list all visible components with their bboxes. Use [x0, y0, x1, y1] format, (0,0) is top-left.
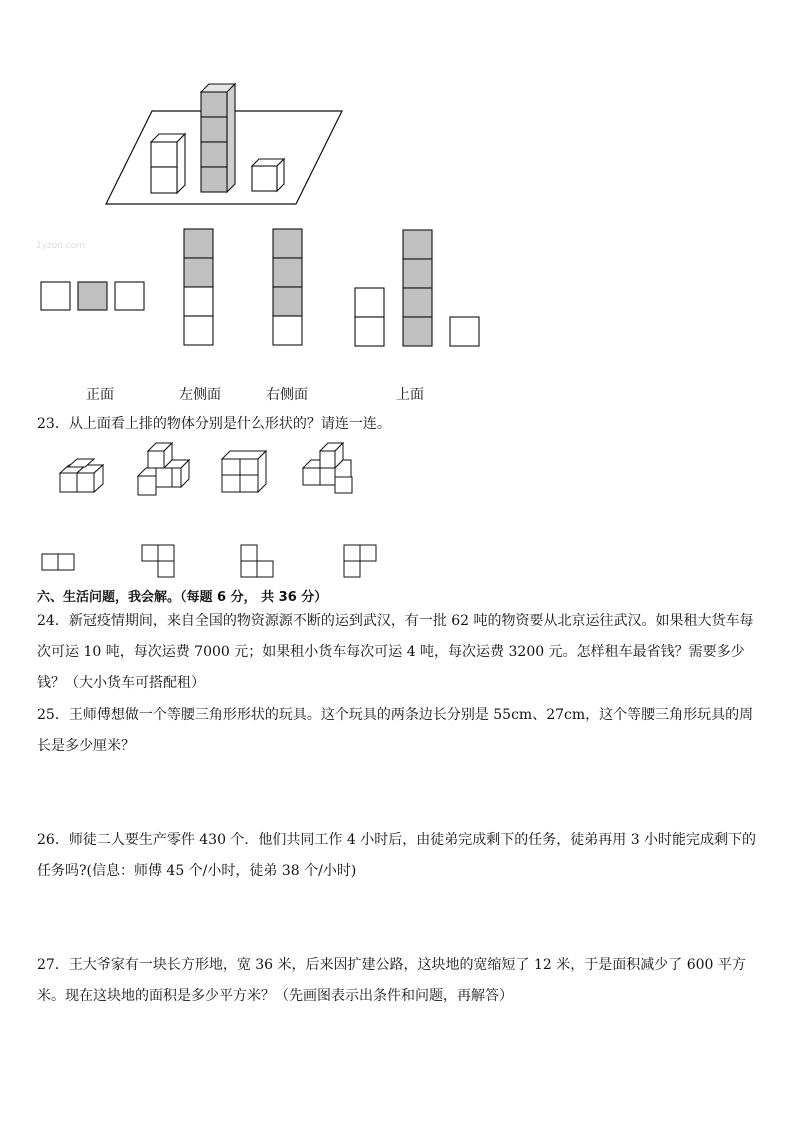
label-right-side: 右侧面 — [266, 387, 308, 403]
question-27: 27．王大爷家有一块长方形地，宽 36 米，后来因扩建公路，这块地的宽缩短了 12 米，于是面积减少了 600 平方米。现在这块地的面积是多少平方米？（先画图表示出条件和问题，再解答） — [37, 957, 746, 1004]
solid-3 — [222, 451, 266, 492]
solid-4 — [303, 443, 352, 493]
solid-1 — [60, 459, 103, 492]
label-front: 正面 — [86, 387, 114, 403]
top-view-1 — [42, 554, 74, 570]
question-23: 23．从上面看上排的物体分别是什么形状的？请连一连。 — [37, 416, 391, 432]
top-view-2 — [142, 545, 174, 577]
solid-2 — [138, 443, 189, 495]
question-25: 25．王师傅想做一个等腰三角形形状的玩具。这个玩具的两条边长分别是 55cm、27cm，这个等腰三角形玩具的周长是多少厘米？ — [37, 707, 754, 754]
q23-solids — [0, 0, 794, 520]
section-6-heading: 六、生活问题，我会解。（每题 6 分， 共 36 分） — [37, 590, 328, 605]
question-26: 26．师徒二人要生产零件 430 个．他们共同工作 4 小时后，由徒弟完成剩下的任务，徒弟再用 3 小时能完成剩下的任务吗?(信息：师傅 45 个/小时，徒弟 38 个/小时) — [37, 832, 757, 879]
question-24: 24．新冠疫情期间，来自全国的物资源源不断的运到武汉，有一批 62 吨的物资要从北京运往武汉。如果租大货车每次可运 10 吨，每次运费 7000 元；如果租小货车每次可运 4 吨，每次运费 3200 元。怎样租车最省钱？需要多少钱？（大小货车可搭配租） — [37, 613, 754, 691]
watermark: 1yzon.com — [36, 241, 86, 251]
top-view-4 — [344, 545, 376, 577]
top-view-3 — [241, 545, 273, 577]
label-top: 上面 — [396, 387, 424, 403]
label-left-side: 左侧面 — [179, 387, 221, 403]
